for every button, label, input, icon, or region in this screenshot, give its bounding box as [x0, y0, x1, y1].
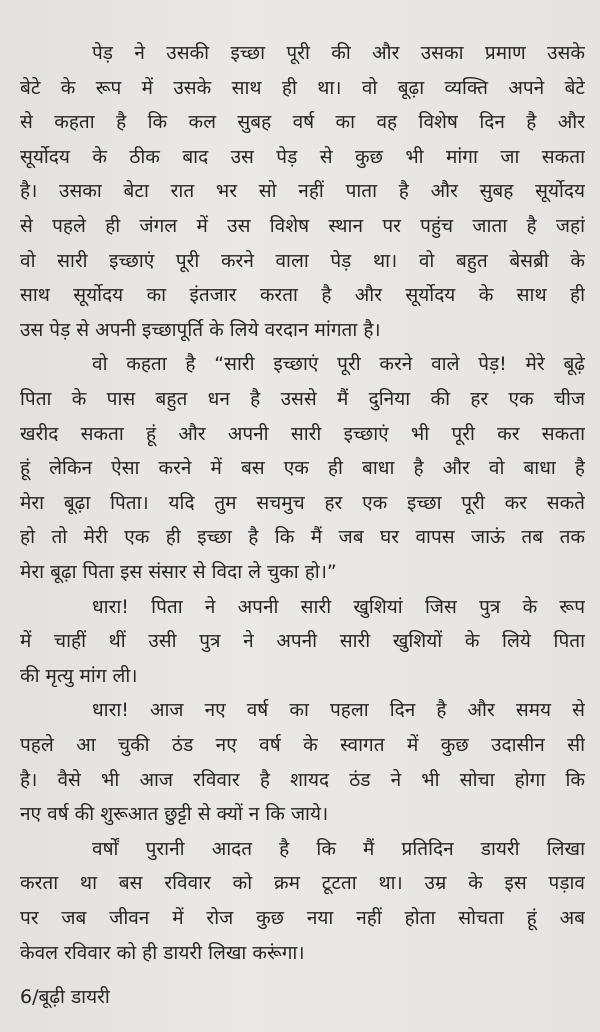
text-line: सूर्योदय के ठीक बाद उस पेड़ से कुछ भी मांगा जा सकता: [20, 145, 585, 168]
text-line: साथ सूर्योदय का इंतजार करता है और सूर्योदय के साथ ही: [20, 284, 585, 307]
text-line: है। उसका बेटा रात भर सो नहीं पाता है और सुबह सूर्योदय: [20, 180, 585, 203]
text-line: से कहता है कि कल सुबह वर्ष का वह विशेष दिन है और: [20, 111, 585, 134]
text-line: पर जब जीवन में रोज कुछ नया नहीं होता सोचता हूं अब: [20, 907, 585, 929]
paragraph-first-line: धारा! पिता ने अपनी सारी खुशियां जिस पुत्र के रूप: [92, 595, 585, 618]
paragraph-first-line: धारा! आज नए वर्ष का पहला दिन है और समय से: [92, 699, 585, 722]
text-line: पहले आ चुकी ठंड नए वर्ष के स्वागत में कुछ उदासीन सी: [20, 734, 585, 756]
text-line: है। वैसे भी आज रविवार है शायद ठंड ने भी सोचा होगा कि: [20, 768, 585, 791]
paragraph-first-line: वो कहता है “सारी इच्छाएं पूरी करने वाले पेड़! मेरे बूढ़े: [92, 353, 585, 376]
text-line: केवल रविवार को ही डायरी लिखा करूंगा।: [20, 941, 305, 964]
page-footer: 6/बूढ़ी डायरी: [20, 986, 110, 1008]
text-line: में चाहीं थीं उसी पुत्र ने अपनी सारी खुशियों के लिये पिता: [20, 630, 585, 653]
text-line: बेटे के रूप में उसके साथ ही था। वो बूढ़ा व्यक्ति अपने बेटे: [20, 76, 585, 99]
paragraph-first-line: पेड़ ने उसकी इच्छा पूरी की और उसका प्रमाण उसके: [92, 42, 585, 64]
text-line: उस पेड़ से अपनी इच्छापूर्ति के लिये वरदान मांगता है।: [20, 318, 381, 341]
text-line: वो सारी इच्छाएं पूरी करने वाला पेड़ था। वो बहुत बेसब्री के: [20, 249, 585, 272]
text-line: मेरा बूढ़ा पिता। यदि तुम सचमुच हर एक इच्छा पूरी कर सकते: [20, 491, 585, 514]
text-line: से पहले ही जंगल में उस विशेष स्थान पर पहुंच जाता है जहां: [20, 215, 585, 237]
text-line: खरीद सकता हूं और अपनी सारी इच्छाएं भी पूरी कर सकता: [20, 422, 585, 445]
text-line: हूं लेकिन ऐसा करने में बस एक ही बाधा है और वो बाधा है: [20, 457, 585, 480]
text-line: हो तो मेरी एक ही इच्छा है कि मैं जब घर वापस जाऊं तब तक: [20, 526, 585, 549]
text-line: करता था बस रविवार को क्रम टूटता था। उम्र के इस पड़ाव: [20, 872, 585, 895]
text-line: नए वर्ष की शुरूआत छुट्टी से क्यों न कि जाये।: [20, 803, 329, 826]
text-line: पिता के पास बहुत धन है उससे मैं दुनिया की हर एक चीज: [20, 388, 585, 410]
text-line: मेरा बूढ़ा पिता इस संसार से विदा ले चुका हो।”: [20, 561, 337, 583]
text-line: की मृत्यु मांग ली।: [20, 664, 138, 687]
paragraph-first-line: वर्षों पुरानी आदत है कि मैं प्रतिदिन डायरी लिखा: [92, 837, 585, 860]
